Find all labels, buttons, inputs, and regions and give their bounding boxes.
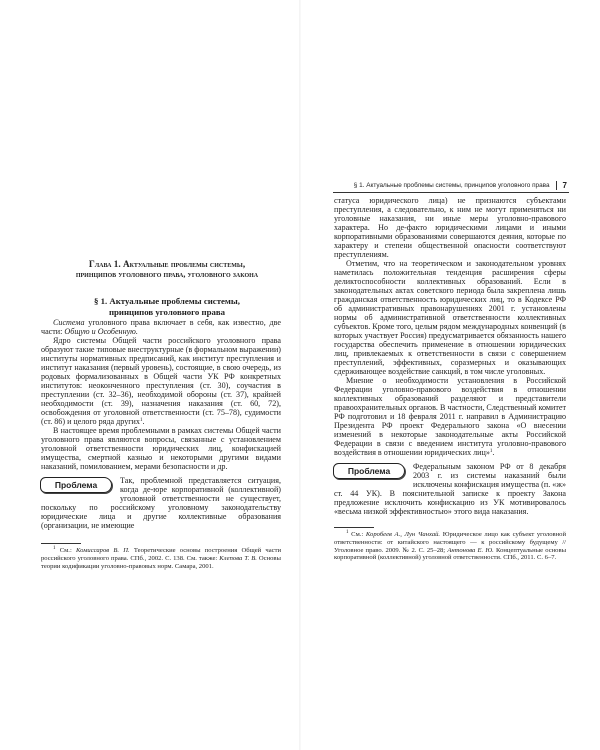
footnote-divider: [334, 527, 374, 528]
footnote-ref[interactable]: 1: [139, 418, 143, 423]
problem-paragraph: [41, 476, 281, 530]
italic-term: Общую и Особенную.: [64, 327, 138, 336]
paragraph: [334, 259, 566, 376]
footnote-ref[interactable]: 1: [489, 449, 493, 454]
footnote: [334, 531, 566, 562]
author: Антонова Е. Ю.: [447, 546, 494, 554]
section-title-line-2: принципов уголовного права: [108, 306, 226, 317]
chapter-title: [40, 259, 294, 280]
author: Коробеев А., Лун Чанхай.: [365, 531, 441, 538]
footnote-number: 1: [53, 546, 56, 551]
problem-badge: Проблема: [40, 477, 112, 493]
running-head-text: § 1. Актуальные проблемы системы, принципов уголовного права: [353, 182, 550, 189]
paragraph: [334, 196, 566, 259]
author: Клепова Т. В.: [219, 554, 257, 562]
paragraph: Ядро системы Общей части российского уголовного права образуют такие типовые внеструктурные (в формальном выражении) институты нормативных предписаний, как институт преступления и институт наказания (первый уровень), состоящие, в свою очередь, из родовых формализованных в Общей части УК РФ конкретных институтов: неоконченного преступления (ст. 30), соучастия в преступлении (ст. 32–36), необходимой обороны (ст. 37), крайней необходимости (ст. 39), назначения наказания (ст. 60, 72), освобождения от уголовной ответственности (ст. 75–78), судимости (ст. 86) и целого ряда других$^1$.: [41, 336, 281, 426]
right-body-text: [334, 196, 566, 516]
text: Отметим, что на теоретическом и законодательном уровнях наметилась положительная тенденция расширения сферы деликтоспособности коллективных образований. Если в законодательных актах советского периода была закреплена лишь гражданская ответственность юридических лиц, то в Кодексе РФ об административных правонарушениях 2001 г. установлены нормы об административной ответственности коллективных субъектов. Кроме того, целым рядом международных конвенций (в которых участвует Россия) предусматривается обязанность нашего государства обеспечить применение в отношении юридических лиц, привлекаемых к ответственности в связи с совершением преступлений, эффективных, соразмерных и оказывающих сдерживающее воздействие санкций, в том числе уголовных.: [334, 259, 566, 376]
text: Федеральным законом РФ от 8 декабря 2003 г. из системы наказаний были исключены конфискация имущества (п. «ж» ст. 44 УК). В пояснительной записке к проекту Закона предложение исключить конфискацию из УК мотивировалось «весьма низкой эффективностью» этого вида наказания.: [334, 462, 566, 516]
author: Комиссаров В. П.: [76, 547, 130, 554]
page-number: 7: [562, 181, 567, 190]
paragraph: [41, 426, 281, 471]
text: Концептуальные основы корпоративной (коллективной) уголовной ответственности. СПб., 2011. С. 6–7.: [334, 546, 566, 562]
paragraph: [41, 318, 281, 336]
text: Юридическое лицо как субъект уголовной ответственности: от китайского настоящего — к российскому будущему // Уголовное право. 2009. № 2. С. 25–28;: [334, 531, 566, 554]
left-body-text: [41, 318, 281, 530]
chapter-title-line-1: Глава 1. Актуальные проблемы системы,: [88, 259, 246, 269]
problem-paragraph: [334, 462, 566, 516]
text: См.:: [348, 531, 366, 538]
footnote-number: 1: [346, 530, 349, 535]
text: уголовного права включает в себя, как известно, две части:: [41, 318, 281, 336]
footnote: [41, 547, 281, 570]
running-header: [335, 181, 567, 190]
text: статуса юридического лица) не признаются субъектами преступления, а следовательно, к ним не могут применяться ни уголовные наказания, ни иные меры уголовно-правового характера. Но де-факто юридическими лицами и иными корпоративными образованиями совершаются деяния, которые по характеру и степени общественной опасности соответствуют преступлениям.: [334, 196, 566, 259]
problem-badge: Проблема: [333, 463, 405, 479]
header-separator: [556, 181, 557, 190]
footnote-divider: [41, 543, 81, 544]
section-title: [40, 296, 294, 317]
text: Теоретические основы построения Общей части российского уголовного права. СПб., 2002. С. 138. См. также:: [41, 547, 281, 562]
chapter-title-line-2: принципов уголовного права, уголовного закона: [75, 269, 259, 279]
text: В настоящее время проблемными в рамках системы Общей части уголовного права являются вопросы, связанные с установлением уголовной ответственности юридических лиц, конфискацией имущества, смертной казнью и некоторыми другими видами наказаний, помилованием, мерами безопасности и др.: [41, 426, 281, 471]
text: См.:: [55, 547, 77, 554]
text: Ядро системы Общей части российского уголовного права образуют такие типовые внеструктурные (в формальном выражении) институты нормативных предписаний, как институт преступления и институт наказания (первый уровень), состоящие, в свою очередь, из родовых формализованных в Общей части УК РФ конкретных институтов: неоконченного преступления (ст. 30), соучастия в преступлении (ст. 32–36), необходимой обороны (ст. 37), крайней необходимости (ст. 39), назначения наказания (ст. 60, 72), освобождения от уголовной ответственности (ст. 75–78), судимости (ст. 86) и целого ряда других: [41, 336, 281, 426]
paragraph: Мнение о необходимости установления в Российской Федерации уголовно-правового воздействия в отношении коллективных образований разделяют и представители правоохранительных органов. В частности, Следственный комитет РФ подготовил и 18 февраля 2011 г. направил в Администрацию Президента РФ проект Федерального закона «О внесении изменений в некоторые законодательные акты Российской Федерации в связи с введением института уголовно-правового воздействия в отношении юридических лиц»$^1$.: [334, 376, 566, 457]
text: Основы теории кодификации уголовно-правовых норм. Самара, 2001.: [41, 554, 281, 570]
section-title-line-1: § 1. Актуальные проблемы системы,: [93, 296, 240, 306]
book-spine: [299, 0, 301, 750]
italic-term: Система: [53, 318, 85, 327]
text: Так, проблемной представляется ситуация, когда де-юре корпоративной (коллективной) уголовной ответственности не существует, поскольку по российскому уголовному законодательству юридические лица и другие коллективные образования (организации, не имеющие: [41, 476, 281, 530]
text: Мнение о необходимости установления в Российской Федерации уголовно-правового воздействия в отношении коллективных образований разделяют и представители правоохранительных органов. В частности, Следственный комитет РФ подготовил и 18 февраля 2011 г. направил в Администрацию Президента РФ проект Федерального закона «О внесении изменений в некоторые законодательные акты Российской Федерации в связи с введением института уголовно-правового воздействия в отношении юридических лиц»: [334, 376, 566, 457]
header-rule: [333, 192, 569, 193]
